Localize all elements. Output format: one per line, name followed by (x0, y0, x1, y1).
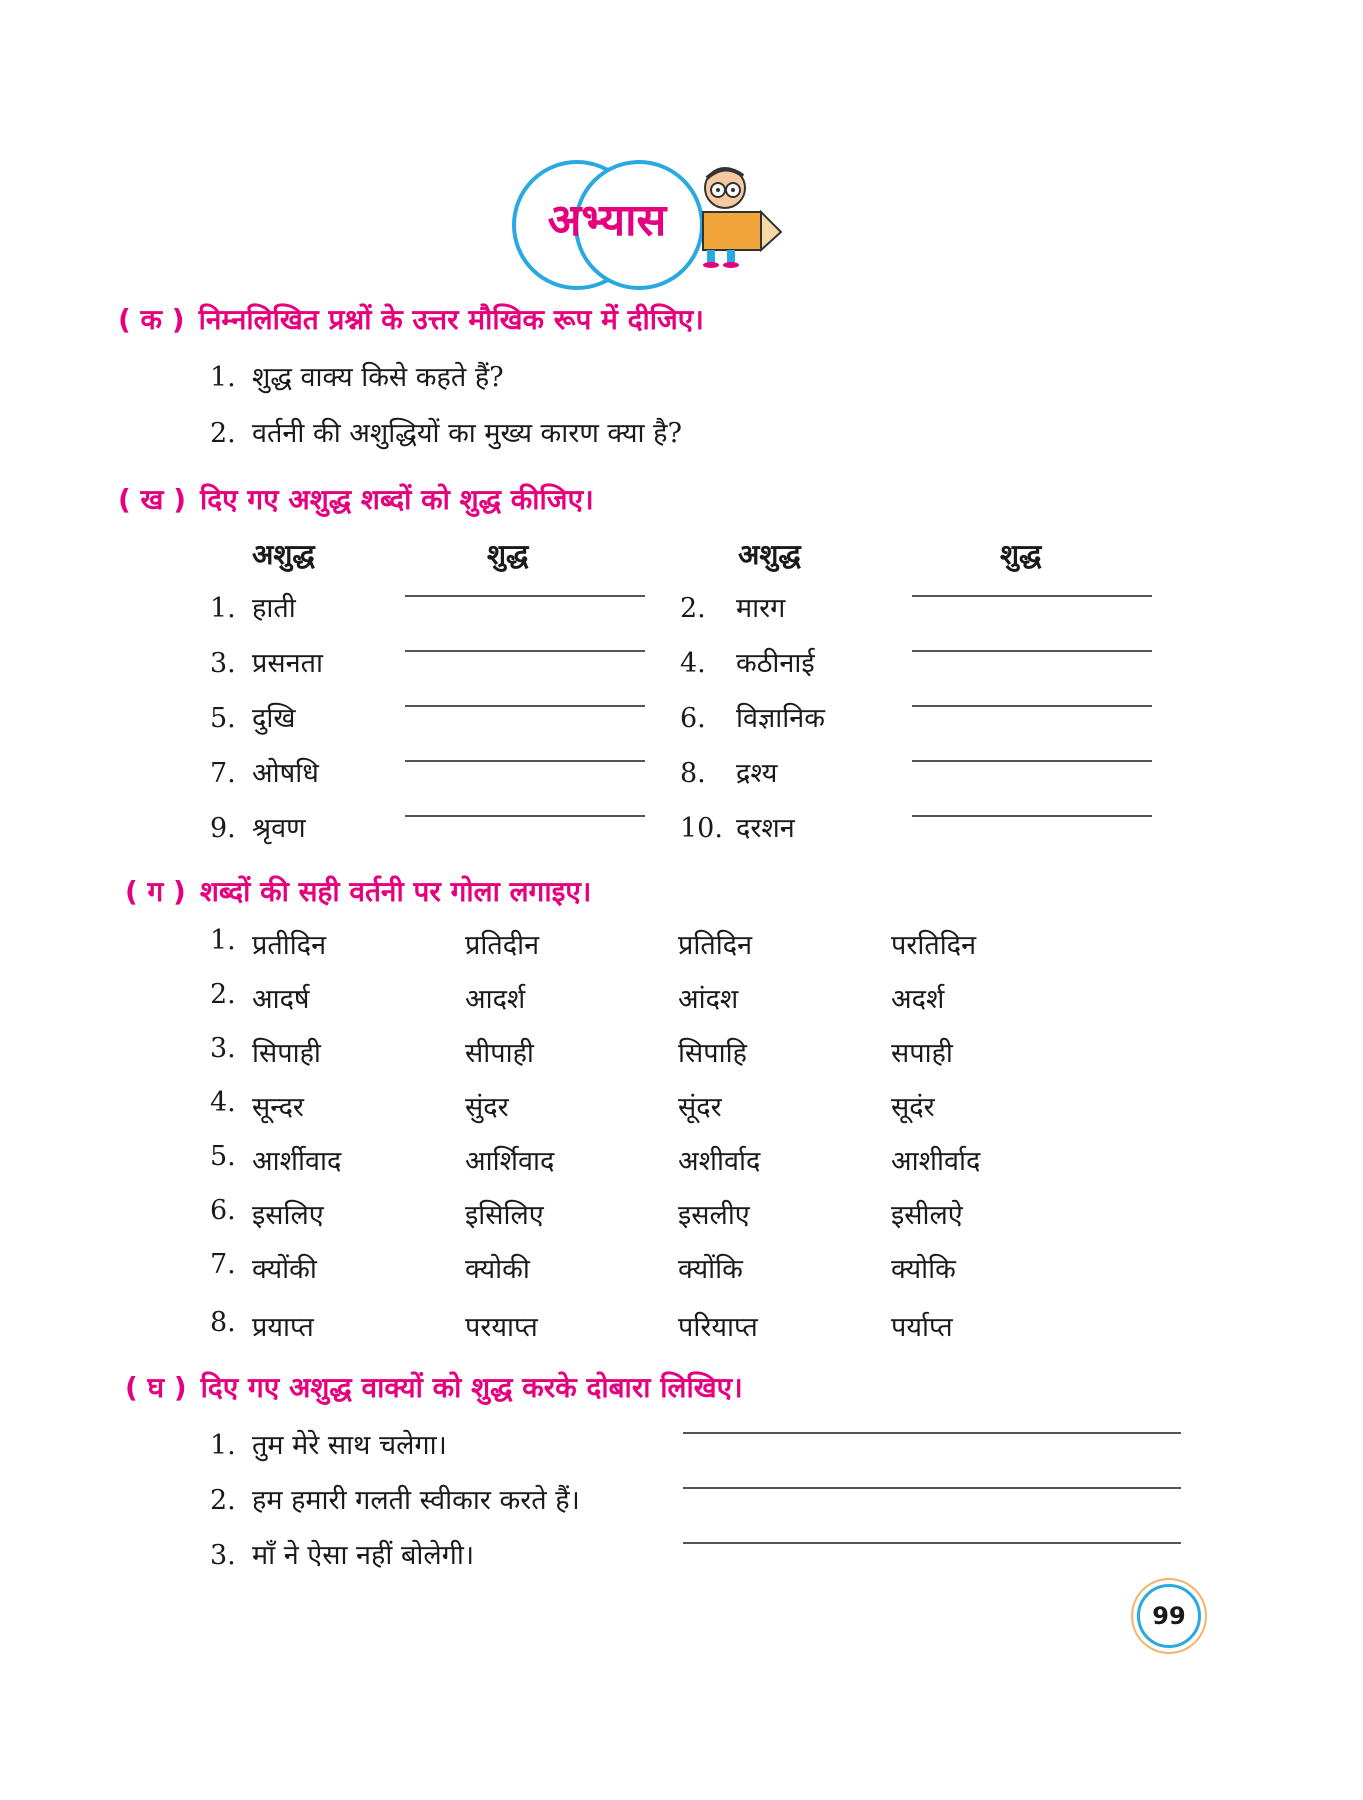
item-number: 5. (210, 703, 236, 734)
incorrect-word: ओषधि (252, 758, 319, 789)
page-number: 99 (1137, 1584, 1201, 1648)
answer-blank[interactable] (405, 760, 645, 762)
spelling-option[interactable]: सिपाहि (678, 1038, 747, 1069)
list-item (680, 808, 795, 845)
list-item (680, 643, 815, 680)
question-text: वर्तनी की अशुद्धियों का मुख्य कारण क्या है? (252, 418, 682, 449)
spelling-option[interactable]: सुंदर (465, 1092, 509, 1123)
spelling-option[interactable]: क्योंकि (678, 1254, 743, 1285)
list-item (210, 357, 504, 394)
sentence-text: हम हमारी गलती स्वीकार करते हैं। (252, 1485, 580, 1516)
spelling-option[interactable]: अदर्श (891, 984, 945, 1015)
item-number: 1. (210, 593, 236, 624)
spelling-option[interactable]: अशीर्वाद (678, 1146, 761, 1177)
pencil-mascot-icon (683, 160, 783, 268)
spelling-option[interactable]: सूदंर (891, 1092, 935, 1123)
exercise-title: अभ्यास (547, 195, 667, 246)
spelling-option[interactable]: प्रतीदिन (252, 930, 327, 961)
list-item (680, 588, 785, 625)
item-number: 2. (210, 418, 236, 449)
item-number: 1. (210, 1430, 236, 1461)
list-item (210, 643, 323, 680)
item-number: 3. (210, 648, 236, 679)
spelling-option[interactable]: आदर्ष (252, 984, 310, 1015)
item-number: 5. (210, 1141, 236, 1172)
item-number: 8. (680, 758, 706, 789)
column-header-correct: शुद्ध (487, 538, 529, 571)
spelling-option[interactable]: परतिदिन (891, 930, 977, 961)
list-item (210, 1535, 474, 1572)
spelling-option[interactable]: सिपाही (252, 1038, 321, 1069)
item-number: 4. (680, 648, 706, 679)
column-header-correct: शुद्ध (1000, 538, 1042, 571)
answer-blank[interactable] (912, 815, 1152, 817)
incorrect-word: कठीनाई (736, 648, 815, 679)
spelling-option[interactable]: इसलीए (678, 1200, 750, 1231)
incorrect-word: दरशन (736, 813, 795, 844)
spelling-option[interactable]: पर्याप्त (891, 1312, 953, 1343)
column-header-incorrect: अशुद्ध (738, 538, 801, 571)
column-header-incorrect: अशुद्ध (252, 538, 315, 571)
section-kha-text: दिए गए अशुद्ध शब्दों को शुद्ध कीजिए। (200, 483, 594, 516)
spelling-option[interactable]: परयाप्त (465, 1312, 538, 1343)
answer-blank[interactable] (405, 650, 645, 652)
spelling-option[interactable]: प्रयाप्त (252, 1312, 314, 1343)
item-number: 10. (680, 813, 723, 844)
section-gha-text: दिए गए अशुद्ध वाक्यों को शुद्ध करके दोबारा लिखिए। (200, 1371, 743, 1404)
list-item (680, 698, 825, 735)
incorrect-word: श्रृवण (252, 813, 306, 844)
spelling-option[interactable]: आदर्श (465, 984, 526, 1015)
item-number: 8. (210, 1307, 236, 1338)
list-item (210, 753, 319, 790)
sentence-text: माँ ने ऐसा नहीं बोलेगी। (252, 1540, 475, 1571)
spelling-option[interactable]: प्रतिदिन (678, 930, 753, 961)
item-number: 6. (210, 1195, 236, 1226)
spelling-option[interactable]: क्योंकी (252, 1254, 317, 1285)
item-number: 3. (210, 1033, 236, 1064)
answer-blank[interactable] (405, 595, 645, 597)
item-number: 2. (210, 1485, 236, 1516)
section-ga-heading (125, 872, 591, 910)
spelling-option[interactable]: सूंदर (678, 1092, 722, 1123)
spelling-option[interactable]: परियाप्त (678, 1312, 758, 1343)
section-ga-text: शब्दों की सही वर्तनी पर गोला लगाइए। (199, 875, 592, 908)
incorrect-word: दुखि (252, 703, 296, 734)
exercise-badge (512, 160, 692, 286)
answer-blank[interactable] (912, 650, 1152, 652)
sentence-text: तुम मेरे साथ चलेगा। (252, 1430, 447, 1461)
answer-blank[interactable] (405, 705, 645, 707)
incorrect-word: विज्ञानिक (736, 703, 826, 734)
spelling-option[interactable]: सून्दर (252, 1092, 304, 1123)
spelling-option[interactable]: क्योकि (891, 1254, 956, 1285)
spelling-option[interactable]: आर्शीवाद (252, 1146, 342, 1177)
section-ka-heading (118, 300, 704, 338)
answer-blank[interactable] (912, 705, 1152, 707)
list-item (680, 753, 777, 790)
answer-blank[interactable] (405, 815, 645, 817)
item-number: 7. (210, 1249, 236, 1280)
incorrect-word: प्रसनता (252, 648, 323, 679)
spelling-option[interactable]: आर्शिवाद (465, 1146, 555, 1177)
list-item (210, 1425, 447, 1462)
section-ka-text: निम्नलिखित प्रश्नों के उत्तर मौखिक रूप में दीजिए। (198, 303, 704, 336)
answer-blank[interactable] (912, 760, 1152, 762)
answer-blank[interactable] (683, 1432, 1181, 1434)
section-ga-label: ( ग ) (125, 875, 186, 908)
item-number: 9. (210, 813, 236, 844)
item-number: 7. (210, 758, 236, 789)
section-kha-heading (118, 480, 594, 518)
list-item (210, 413, 682, 450)
list-item (210, 808, 306, 845)
section-ka-label: ( क ) (118, 303, 185, 336)
answer-blank[interactable] (912, 595, 1152, 597)
section-gha-heading (125, 1368, 743, 1406)
incorrect-word: हाती (252, 593, 296, 624)
spelling-option[interactable]: प्रतिदीन (465, 930, 540, 961)
list-item (210, 698, 295, 735)
item-number: 4. (210, 1087, 236, 1118)
item-number: 1. (210, 362, 236, 393)
incorrect-word: द्रश्य (736, 758, 778, 789)
item-number: 6. (680, 703, 706, 734)
spelling-option[interactable]: इसिलिए (465, 1200, 544, 1231)
incorrect-word: मारग (736, 593, 786, 624)
item-number: 3. (210, 1540, 236, 1571)
list-item (210, 588, 296, 625)
item-number: 2. (210, 979, 236, 1010)
item-number: 2. (680, 593, 706, 624)
item-number: 1. (210, 925, 236, 956)
section-kha-label: ( ख ) (118, 483, 186, 516)
list-item (210, 1480, 580, 1517)
spelling-option[interactable]: इसीलऐ (891, 1200, 963, 1231)
spelling-option[interactable]: आंदश (678, 984, 739, 1015)
answer-blank[interactable] (683, 1487, 1181, 1489)
section-gha-label: ( घ ) (125, 1371, 187, 1404)
spelling-option[interactable]: सपाही (891, 1038, 953, 1069)
spelling-option[interactable]: क्योकी (465, 1254, 530, 1285)
spelling-option[interactable]: इसलिए (252, 1200, 324, 1231)
question-text: शुद्ध वाक्य किसे कहते हैं? (252, 362, 504, 393)
answer-blank[interactable] (683, 1542, 1181, 1544)
spelling-option[interactable]: आशीर्वाद (891, 1146, 981, 1177)
spelling-option[interactable]: सीपाही (465, 1038, 534, 1069)
